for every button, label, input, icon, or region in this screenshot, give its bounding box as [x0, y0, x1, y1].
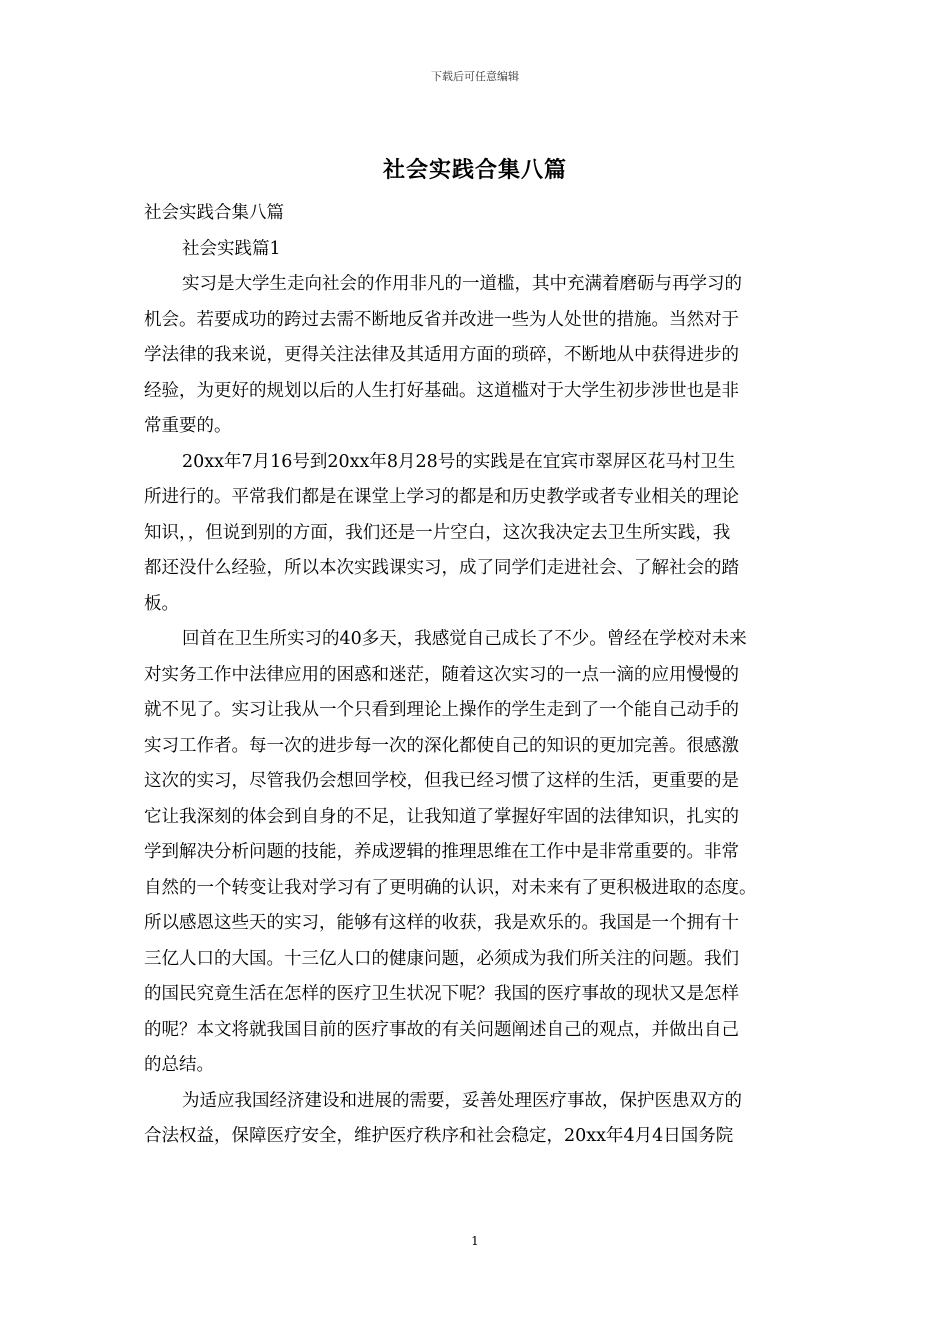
document-title: 社会实践合集八篇: [382, 157, 567, 183]
page-number: 1: [471, 1234, 479, 1248]
paragraph-line: 经验，为更好的规划以后的人生打好基础。这道槛对于大学生初步涉世也是非: [144, 380, 739, 401]
paragraph-line: 三亿人口的大国。十三亿人口的健康问题，必须成为我们所关注的问题。我们: [144, 948, 739, 969]
paragraph-line: 20xx年7月16号到20xx年8月28号的实践是在宜宾市翠屏区花马村卫生: [182, 451, 736, 472]
paragraph-line: 板。: [144, 593, 179, 614]
paragraph: [144, 445, 810, 623]
paragraph-line: 它让我深刻的体会到自身的不足，让我知道了掌握好牢固的法律知识，扎实的: [144, 806, 739, 827]
paragraph-line: 所以感恩这些天的实习，能够有这样的收获，我是欢乐的。我国是一个拥有十: [144, 913, 739, 933]
paragraph-line: 的呢？本文将就我国目前的医疗事故的有关问题阐述自己的观点，并做出自己: [144, 1019, 739, 1040]
paragraph-line: 所进行的。平常我们都是在课堂上学习的都是和历史教学或者专业相关的理论: [144, 487, 739, 507]
paragraph-line: 合法权益，保障医疗安全，维护医疗秩序和社会稳定，20xx年4月4日国务院: [144, 1126, 734, 1146]
paragraph-line: 对实务工作中法律应用的困惑和迷茫，随着这次实习的一点一滴的应用慢慢的: [144, 664, 739, 685]
paragraph: [144, 267, 810, 445]
paragraph-line: 自然的一个转变让我对学习有了更明确的认识，对未来有了更积极进取的态度。: [144, 877, 757, 898]
paragraph-line: 的国民究竟生活在怎样的医疗卫生状况下呢？我国的医疗事故的现状又是怎样: [144, 984, 739, 1004]
paragraph-line: 回首在卫生所实习的40多天，我感觉自己成长了不少。曾经在学校对未来: [182, 629, 747, 649]
paragraph-line: 都还没什么经验，所以本次实践课实习，成了同学们走进社会、了解社会的踏: [144, 558, 739, 578]
document-body: [144, 196, 810, 1155]
paragraph-line: 实习工作者。每一次的进步每一次的深化都使自己的知识的更加完善。很感激: [144, 735, 739, 756]
paragraph-line: 实习是大学生走向社会的作用非凡的一道槛，其中充满着磨砺与再学习的: [182, 274, 742, 294]
section-heading: 社会实践篇1: [182, 238, 281, 259]
paragraph-line: 的总结。: [144, 1055, 214, 1075]
paragraph: [144, 1084, 810, 1155]
page-header-note: 下载后可任意编辑: [431, 70, 519, 83]
paragraph-line: 学法律的我来说，更得关注法律及其适用方面的琐碎，不断地从中获得进步的: [144, 345, 739, 365]
paragraph-line: 这次的实习，尽管我仍会想回学校，但我已经习惯了这样的生活，更重要的是: [144, 771, 739, 791]
paragraph: [144, 622, 810, 1084]
paragraph-line: 学到解决分析问题的技能，养成逻辑的推理思维在工作中是非常重要的。非常: [144, 842, 739, 862]
paragraph-line: 知识，，但说到别的方面，我们还是一片空白，这次我决定去卫生所实践，我: [144, 522, 731, 543]
paragraph-line: 就不见了。实习让我从一个只看到理论上操作的学生走到了一个能自己动手的: [144, 700, 739, 720]
paragraph-line: 为适应我国经济建设和进展的需要，妥善处理医疗事故，保护医患双方的: [182, 1090, 742, 1111]
paragraph-line: 机会。若要成功的跨过去需不断地反省并改进一些为人处世的措施。当然对于: [144, 309, 739, 330]
paragraph-line: 常重要的。: [144, 416, 232, 436]
subtitle: 社会实践合集八篇: [144, 203, 284, 223]
